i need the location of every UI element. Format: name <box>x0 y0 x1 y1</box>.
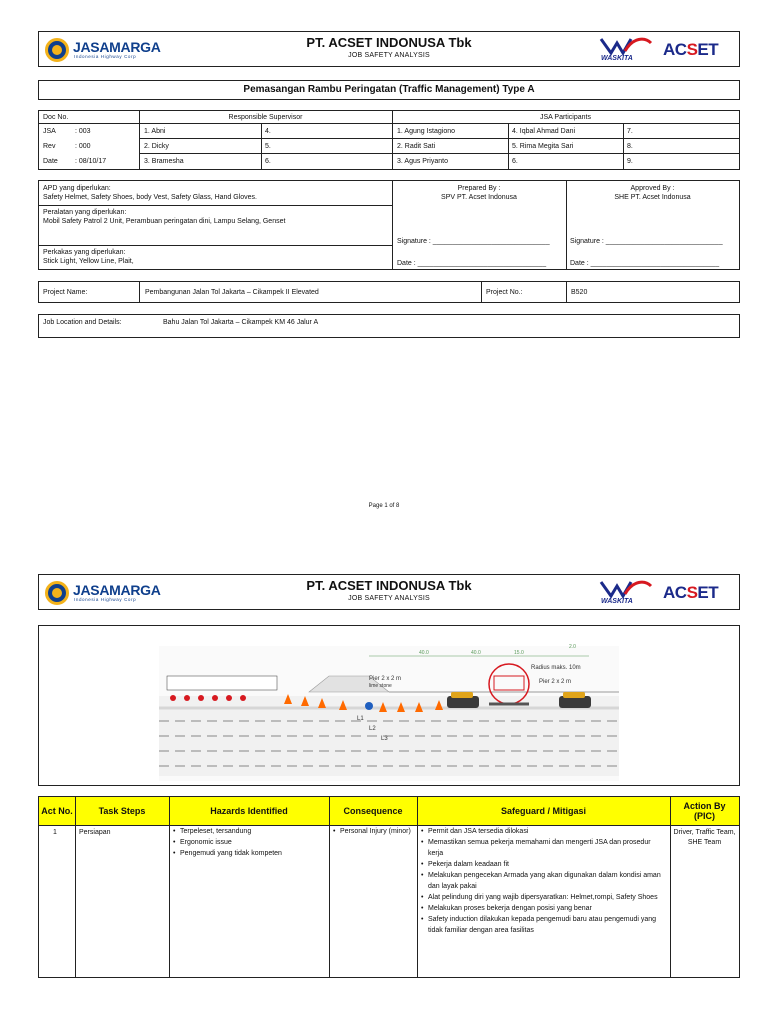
lane-label-l1: L1 <box>357 716 364 722</box>
page-number: Page 1 of 8 <box>368 503 400 509</box>
consequence-item: • Personal Injury (minor) <box>333 826 413 837</box>
pier-label-1b: lime stone <box>369 683 392 689</box>
doc-info-block <box>38 110 740 170</box>
approved-signature-line[interactable]: Signature : ______________________________ <box>570 238 723 245</box>
peralatan-label: Peralatan yang diperlukan: <box>43 209 127 216</box>
job-location-label: Job Location and Details: <box>43 319 122 326</box>
jasamarga-tagline: Indonesia Highway Corp <box>74 54 137 59</box>
project-no-value: B520 <box>571 289 588 296</box>
doc-jsa-key: JSA <box>43 128 56 135</box>
radius-label: Radius maks. 10m <box>531 665 581 671</box>
participant-4: 4. Iqbal Ahmad Dani <box>512 128 576 135</box>
dimension-3: 15.0 <box>514 650 524 656</box>
row1-safeguards-list <box>421 826 667 936</box>
safeguard-item: • Alat pelindung diri yang wajib dipersyaratkan: Helmet,rompi, Safety Shoes <box>421 892 667 903</box>
company-title: PT. ACSET INDONUSA Tbk <box>306 35 472 50</box>
supervisor-6: 6. <box>265 158 271 165</box>
participant-9: 9. <box>627 158 633 165</box>
doc-rev-value: : 000 <box>75 143 91 150</box>
safeguard-item: • Pekerja dalam keadaan fit <box>421 859 667 870</box>
project-name-label: Project Name: <box>43 289 88 296</box>
participant-6: 6. <box>512 158 518 165</box>
document-subtitle: JOB SAFETY ANALYSIS <box>348 595 430 602</box>
participant-5: 5. Rima Megita Sari <box>512 143 574 150</box>
jsa-task-table <box>38 796 740 978</box>
safeguard-item: • Permit dan JSA tersedia dilokasi <box>421 826 667 837</box>
dimension-2: 40.0 <box>471 650 481 656</box>
safeguard-item: • Safety induction dilakukan kepada pengemudi baru atau pengemudi yang tidak familiar dengan area fasilitas <box>421 914 667 936</box>
approved-by-label: Approved By : <box>630 185 675 192</box>
doc-date-key: Date <box>43 158 58 165</box>
jasamarga-name: JASAMARGA <box>73 582 161 598</box>
supervisor-1: 1. Abni <box>144 128 166 135</box>
safeguard-item: • Memastikan semua pekerja memahami dan mengerti JSA dan prosedur kerja <box>421 837 667 859</box>
jsa-title: Pemasangan Rambu Peringatan (Traffic Management) Type A <box>243 84 535 95</box>
traffic-layout-diagram <box>39 626 739 785</box>
hazard-item: • Ergonomic issue <box>173 837 327 848</box>
acset-name: ACSET <box>663 40 719 59</box>
hazard-item: • Terpeleset, tersandung <box>173 826 327 837</box>
responsible-supervisor-label: Responsible Supervisor <box>228 114 303 121</box>
participant-2: 2. Radit Sati <box>397 143 436 150</box>
col-safeguard: Safeguard / Mitigasi <box>500 806 587 816</box>
waskita-logo-icon <box>597 578 653 600</box>
lane-label-l3: L3 <box>381 736 388 742</box>
safeguard-item: • Melakukan pengecekan Armada yang akan digunakan dalam kondisi aman dan layak pakai <box>421 870 667 892</box>
row1-consequence-list <box>333 826 413 837</box>
row1-act-no: 1 <box>53 829 57 836</box>
document-subtitle: JOB SAFETY ANALYSIS <box>348 52 430 59</box>
prepared-date-line[interactable]: Date : _________________________________ <box>397 260 547 267</box>
supervisor-5: 5. <box>265 143 271 150</box>
waskita-acset-logo <box>597 35 733 65</box>
apd-label: APD yang diperlukan: <box>43 185 111 192</box>
col-hazards: Hazards Identified <box>210 806 288 816</box>
project-row <box>38 281 740 303</box>
waskita-name: WASKITA <box>601 55 633 62</box>
col-action-by: Action By (PIC) <box>683 801 726 821</box>
pier-label-2: Pier 2 x 2 m <box>539 679 572 685</box>
participant-3: 3. Agus Priyanto <box>397 158 448 165</box>
jasamarga-tagline: Indonesia Highway Corp <box>74 597 137 602</box>
job-location-row <box>38 314 740 338</box>
prepared-by-value: SPV PT. Acset Indonusa <box>441 194 517 201</box>
supervisor-2: 2. Dicky <box>144 143 169 150</box>
row1-action-by: Driver, Traffic Team, SHE Team <box>673 829 736 846</box>
jasamarga-name: JASAMARGA <box>73 39 161 55</box>
safeguard-item: • Melakukan proses bekerja dengan posisi yang benar <box>421 903 667 914</box>
col-task-steps: Task Steps <box>98 806 146 816</box>
hazard-item: • Pengemudi yang tidak kompeten <box>173 848 327 859</box>
jsa-participants-label: JSA Participants <box>540 114 591 121</box>
doc-date-value: : 08/10/17 <box>75 158 107 165</box>
dimension-1: 40.0 <box>419 650 429 656</box>
participant-7: 7. <box>627 128 633 135</box>
approved-by-value: SHE PT. Acset Indonusa <box>614 194 691 201</box>
traffic-diagram-box <box>38 625 740 786</box>
col-consequence: Consequence <box>343 806 403 816</box>
col-act-no: Act No. <box>41 806 73 816</box>
row1-hazards-list <box>173 826 327 859</box>
equipment-approval-block <box>38 180 740 270</box>
prepared-by-label: Prepared By : <box>457 185 501 192</box>
peralatan-value: Mobil Safety Patrol 2 Unit, Perambuan peringatan dini, Lampu Selang, Genset <box>43 218 286 225</box>
prepared-signature-line[interactable]: Signature : ______________________________ <box>397 238 550 245</box>
job-location-value: Bahu Jalan Tol Jakarta – Cikampek KM 46 Jalur A <box>163 319 319 326</box>
project-name-value: Pembangunan Jalan Tol Jakarta – Cikampek II Elevated <box>145 289 319 296</box>
apd-value: Safety Helmet, Safety Shoes, body Vest, Safety Glass, Hand Gloves. <box>43 194 257 201</box>
company-title: PT. ACSET INDONUSA Tbk <box>306 578 472 593</box>
waskita-logo-icon <box>597 35 653 57</box>
lane-label-l2: L2 <box>369 726 376 732</box>
row1-task: Persiapan <box>79 829 111 836</box>
project-no-label: Project No.: <box>486 289 523 296</box>
doc-no-label: Doc No. <box>43 114 69 121</box>
pier-label-1: Pier 2 x 2 m <box>369 676 402 682</box>
approved-date-line[interactable]: Date : _________________________________ <box>570 260 720 267</box>
page2-header <box>38 574 740 610</box>
perkakas-value: Stick Light, Yellow Line, Plait, <box>43 258 134 265</box>
perkakas-label: Perkakas yang diperlukan: <box>43 249 126 256</box>
participant-8: 8. <box>627 143 633 150</box>
waskita-acset-logo-2 <box>597 578 733 608</box>
page1-header <box>38 31 740 67</box>
participant-1: 1. Agung Istagiono <box>397 128 455 135</box>
jsa-title-box <box>38 80 740 100</box>
doc-jsa-value: : 003 <box>75 128 91 135</box>
supervisor-4: 4. <box>265 128 271 135</box>
waskita-name: WASKITA <box>601 598 633 605</box>
supervisor-3: 3. Bramesha <box>144 158 184 165</box>
doc-rev-key: Rev <box>43 143 56 150</box>
acset-name: ACSET <box>663 583 719 602</box>
dimension-4: 2.0 <box>569 644 576 650</box>
